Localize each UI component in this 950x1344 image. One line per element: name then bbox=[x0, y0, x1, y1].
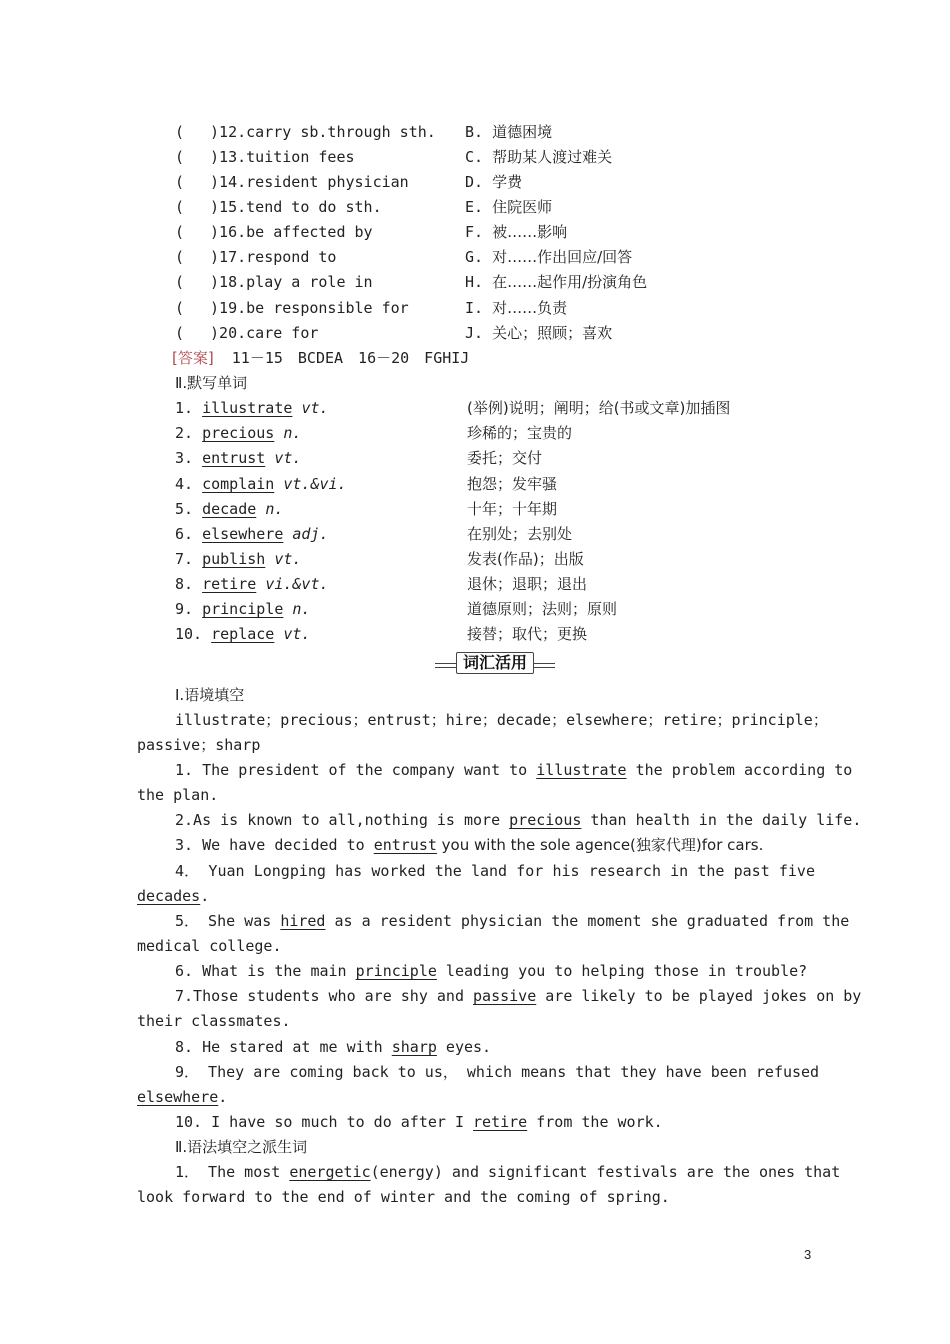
list-item-option: H. 在……起作用/扮演角色 bbox=[465, 273, 648, 291]
list-item: ( )15.tend to do sth. bbox=[175, 198, 382, 216]
list-item-meaning: 道德原则；法则；原则 bbox=[467, 600, 618, 618]
list-item-meaning: 接替；取代；更换 bbox=[467, 625, 588, 643]
sentence: 9． They are coming back to us， which means that they have been refused bbox=[175, 1063, 820, 1081]
answer-blank: retire bbox=[473, 1113, 528, 1131]
list-item-option: F. 被……影响 bbox=[465, 223, 568, 241]
list-item: 6. elsewhere adj. bbox=[175, 525, 329, 543]
sentence: 1. The president of the company want to illustrate the problem according to bbox=[175, 761, 853, 779]
list-item-meaning: 珍稀的；宝贵的 bbox=[467, 424, 573, 442]
word-bank-line: passive；sharp bbox=[137, 736, 261, 754]
answer-blank: hired bbox=[280, 912, 326, 930]
answer-blank: energetic bbox=[289, 1163, 371, 1181]
sentence: 4． Yuan Longping has worked the land for his research in the past five bbox=[175, 862, 815, 880]
answer-line bbox=[172, 346, 469, 371]
sentence: 3. We have decided to entrust you with the sole agence(独家代理)for cars. bbox=[175, 836, 764, 854]
sentence: 8. He stared at me with sharp eyes. bbox=[175, 1038, 492, 1056]
list-item: 5. decade n. bbox=[175, 500, 284, 518]
sentence-continued: their classmates. bbox=[137, 1012, 291, 1030]
sentence-continued: elsewhere. bbox=[137, 1088, 228, 1106]
section-title: 词汇活用 bbox=[462, 653, 527, 672]
list-item: ( )19.be responsible for bbox=[175, 299, 409, 317]
answer-blank: decades bbox=[137, 887, 201, 905]
answer-text: 11－15 BCDEA 16－20 FGHIJ bbox=[231, 349, 470, 367]
answer-blank: principle bbox=[355, 962, 437, 980]
answer-label: [答案] bbox=[172, 349, 214, 367]
list-item-option: C. 帮助某人渡过难关 bbox=[465, 148, 613, 166]
page-number: 3 bbox=[804, 1247, 812, 1262]
word-bank-line: illustrate；precious；entrust；hire；decade；elsewhere；retire；principle； bbox=[175, 711, 828, 729]
answer-blank: sharp bbox=[391, 1038, 437, 1056]
list-item: ( )13.tuition fees bbox=[175, 148, 355, 166]
sentence-continued: decades. bbox=[137, 887, 210, 905]
answer-blank: precious bbox=[509, 811, 582, 829]
list-item-option: I. 对……负责 bbox=[465, 299, 568, 317]
sentence: 10. I have so much to do after I retire from the work. bbox=[175, 1113, 663, 1131]
list-item-meaning: 委托；交付 bbox=[467, 449, 543, 467]
sentence: 2.As is known to all,nothing is more precious than health in the daily life. bbox=[175, 811, 862, 829]
list-item: 4. complain vt.&vi. bbox=[175, 475, 347, 493]
answer-blank: illustrate bbox=[536, 761, 627, 779]
answer-blank: elsewhere bbox=[137, 1088, 219, 1106]
dictation-heading: Ⅱ.默写单词 bbox=[175, 374, 248, 392]
list-item-option: E. 住院医师 bbox=[465, 198, 553, 216]
answer-blank: passive bbox=[473, 987, 537, 1005]
list-item: ( )20.care for bbox=[175, 324, 319, 342]
list-item: ( )18.play a role in bbox=[175, 273, 373, 291]
sentence-continued: medical college. bbox=[137, 937, 282, 955]
list-item: ( )16.be affected by bbox=[175, 223, 373, 241]
context-fill-heading: Ⅰ.语境填空 bbox=[175, 686, 245, 704]
sentence-continued: look forward to the end of winter and the coming of spring. bbox=[137, 1188, 670, 1206]
list-item-meaning: 十年；十年期 bbox=[467, 500, 558, 518]
list-item: 1. illustrate vt. bbox=[175, 399, 329, 417]
list-item: ( )14.resident physician bbox=[175, 173, 409, 191]
sentence: 7.Those students who are shy and passive are likely to be played jokes on by bbox=[175, 987, 862, 1005]
list-item: ( )17.respond to bbox=[175, 248, 337, 266]
sentence: 5． She was hired as a resident physician the moment she graduated from the bbox=[175, 912, 850, 930]
sentence-continued: the plan. bbox=[137, 786, 219, 804]
sentence: 1． The most energetic(energy) and significant festivals are the ones that bbox=[175, 1163, 841, 1181]
list-item-meaning: 抱怨；发牢骚 bbox=[467, 475, 558, 493]
sentence: 6. What is the main principle leading you to helping those in trouble? bbox=[175, 962, 808, 980]
list-item-option: B. 道德困境 bbox=[465, 123, 553, 141]
list-item: 8. retire vi.&vt. bbox=[175, 575, 329, 593]
list-item: 2. precious n. bbox=[175, 424, 302, 442]
list-item: 3. entrust vt. bbox=[175, 449, 302, 467]
list-item-option: G. 对……作出回应/回答 bbox=[465, 248, 633, 266]
answer-blank: entrust bbox=[373, 836, 437, 854]
list-item-option: D. 学费 bbox=[465, 173, 523, 191]
list-item: 7. publish vt. bbox=[175, 550, 302, 568]
list-item-meaning: 退休；退职；退出 bbox=[467, 575, 588, 593]
list-item-option: J. 关心；照顾；喜欢 bbox=[465, 324, 613, 342]
section-title-banner bbox=[434, 651, 556, 677]
grammar-fill-heading: Ⅱ.语法填空之派生词 bbox=[175, 1138, 308, 1156]
list-item: 9. principle n. bbox=[175, 600, 311, 618]
list-item-meaning: (举例)说明；阐明；给(书或文章)加插图 bbox=[467, 399, 731, 417]
list-item: ( )12.carry sb.through sth. bbox=[175, 123, 436, 141]
list-item-meaning: 在别处；去别处 bbox=[467, 525, 573, 543]
list-item: 10. replace vt. bbox=[175, 625, 311, 643]
list-item-meaning: 发表(作品)；出版 bbox=[467, 550, 584, 568]
